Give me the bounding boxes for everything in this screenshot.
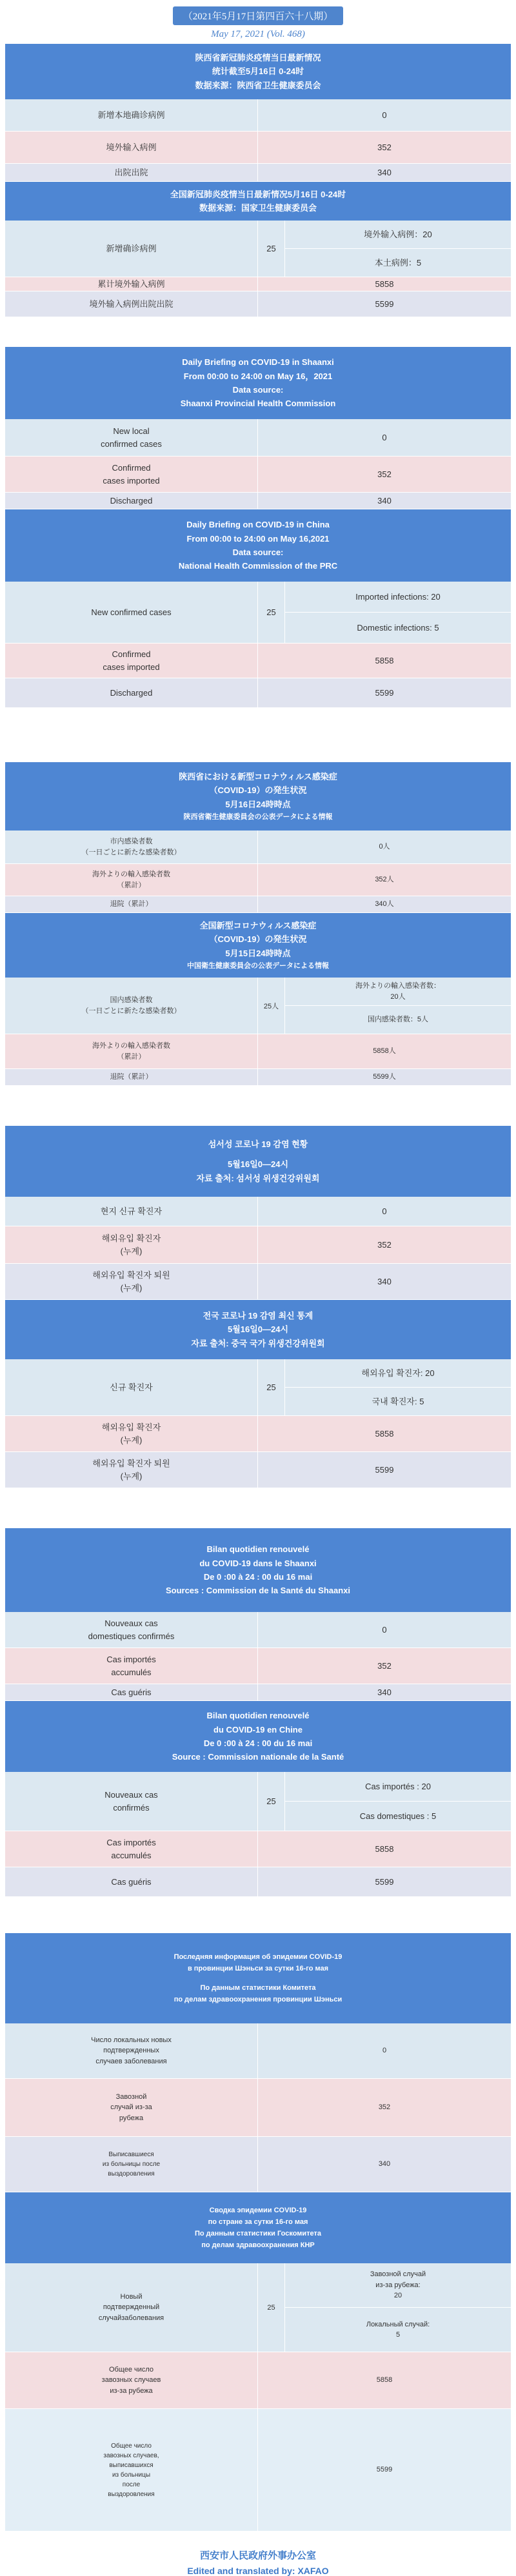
domestic-cases: 国内感染者数：5人 [285, 1005, 511, 1034]
row-value: 340 [377, 495, 392, 506]
row-total: 25人 [258, 978, 285, 1034]
title-line: Bilan quotidien renouvelé [206, 1544, 310, 1555]
title-line: По данным статистики Госкомитета [194, 2230, 322, 2237]
title-line: du COVID-19 dans le Shaanxi [199, 1558, 317, 1568]
row-value: 5858 [375, 1428, 394, 1439]
title-line: Data source: [232, 385, 284, 395]
issue-date: May 17, 2021 (Vol. 468) [211, 29, 305, 39]
table-row [5, 896, 511, 913]
row-value: 5858人 [373, 1047, 396, 1056]
label-line: Число локальных новых [91, 2036, 172, 2044]
row-label: 累计境外输入病例 [5, 277, 258, 291]
new-confirmed-split-row [5, 221, 511, 277]
table-row [5, 1226, 511, 1264]
row-label: 退院（累計） [5, 1069, 258, 1085]
table-row [5, 2023, 511, 2079]
table-row [5, 457, 511, 493]
table-row [5, 2409, 511, 2532]
title-line: 5월16일0—24시 [227, 1324, 289, 1335]
row-label [5, 2023, 258, 2078]
label-line: （累計） [117, 881, 146, 889]
domestic-cases: Cas domestiques : 5 [285, 1801, 511, 1831]
label-line: завозных случаев [101, 2376, 161, 2384]
row-value: 5858 [375, 1844, 394, 1854]
section-korean [5, 1126, 511, 1488]
sub-values [285, 1359, 511, 1415]
label-line: 해외유입 확진자 퇴원 [92, 1270, 170, 1280]
title-line: Bilan quotidien renouvelé [206, 1711, 310, 1721]
title-line: 섬서성 코로나 19 감염 현황 [208, 1139, 308, 1149]
label-line: 国内感染者数 [110, 996, 153, 1004]
row-label: 出院出院 [5, 164, 258, 181]
label-line: (누계) [120, 1471, 143, 1481]
row-value: 5599 [375, 299, 394, 309]
section-gap [0, 708, 516, 762]
row-label [5, 1034, 258, 1068]
section-gap [0, 1488, 516, 1528]
title-line: Сводка эпидемии COVID-19 [209, 2206, 307, 2214]
new-confirmed-split-row [5, 1772, 511, 1831]
row-label [5, 2352, 258, 2408]
row-value: 352 [377, 142, 392, 152]
row-label: 현지 신규 확진자 [5, 1197, 258, 1226]
china-briefing-title-en [5, 509, 511, 582]
table-row [5, 644, 511, 678]
title-line: 5月15日24時時点 [225, 948, 291, 958]
row-value: 0 [382, 110, 387, 120]
title-line: 陝西省衛生健康委員会の公表データによる情報 [183, 813, 333, 821]
row-label [5, 2263, 258, 2352]
row-value: 5599 [376, 2466, 393, 2474]
title-line: 陝西省における新型コロナウィルス感染症 [179, 771, 337, 782]
row-value: 5599 [375, 1876, 394, 1887]
label-line: случай из-за [110, 2103, 152, 2112]
table-row [5, 493, 511, 509]
label-line: Локальный случай: [366, 2320, 430, 2328]
row-label [5, 2137, 258, 2192]
label-line: Confirmed [112, 463, 151, 473]
title-line: По данным статистики Комитета [200, 1984, 316, 1992]
row-value: 0 [382, 432, 387, 442]
title-line: 全国新型コロナウィルス感染症 [199, 920, 317, 930]
row-value: 340 [378, 2160, 391, 2168]
label-line: выписавшихся [109, 2461, 154, 2469]
footer [0, 2548, 516, 2576]
china-briefing-title-fr [5, 1701, 511, 1772]
row-value: 352 [377, 469, 392, 479]
label-line: Confirmed [112, 649, 151, 659]
row-value: 5599人 [373, 1073, 396, 1081]
china-briefing-title-ru [5, 2192, 511, 2263]
row-label: Cas guéris [5, 1867, 258, 1896]
row-label [5, 864, 258, 896]
section-gap [0, 317, 516, 347]
label-line: confirmed cases [101, 438, 162, 449]
label-line: подтвержденный [103, 2303, 160, 2312]
title-line: 5월16일0—24시 [227, 1159, 289, 1170]
title-line: 5月16日24時時点 [225, 799, 291, 809]
imported-cases [285, 2263, 511, 2307]
china-briefing-title-cn [5, 182, 511, 221]
row-label [5, 831, 258, 863]
row-value: 5599 [375, 1464, 394, 1475]
row-value: 340 [377, 1687, 392, 1697]
label-line: Cas importés [106, 1838, 156, 1847]
table-row [5, 864, 511, 896]
label-line: 20人 [390, 992, 406, 1001]
table-row [5, 164, 511, 182]
title-line: 数据来源：陕西省卫生健康委员会 [195, 80, 321, 90]
imported-cases: 境外输入病例：20 [364, 229, 432, 239]
title-line: Shaanxi Provincial Health Commission [180, 398, 336, 409]
title-line: 统计截至5月16日 0-24时 [212, 66, 304, 77]
row-value: 340 [377, 1276, 392, 1286]
label-line: из-за рубежа [110, 2386, 153, 2395]
section-japanese [5, 762, 511, 1086]
table-row [5, 291, 511, 317]
table-row [5, 1612, 511, 1648]
table-row [5, 1416, 511, 1452]
row-value: 5858 [376, 2376, 393, 2384]
label-line: Nouveaux cas [104, 1618, 158, 1628]
row-label [5, 1264, 258, 1299]
label-line: 市内感染者数 [110, 838, 153, 845]
title-line: From 00:00 to 24:00 on May 16,2021 [186, 533, 330, 544]
title-line: Data source: [232, 547, 284, 557]
table-row [5, 1684, 511, 1701]
row-value: 0 [382, 1624, 387, 1635]
label-line: Новый [120, 2292, 143, 2301]
shaanxi-briefing-title-jp [5, 762, 511, 831]
label-line: cases imported [103, 662, 160, 672]
row-label: 退院（累計） [5, 896, 258, 912]
title-line: 陕西省新冠肺炎疫情当日最新情况 [195, 52, 321, 63]
shaanxi-briefing-title-ru [5, 1933, 511, 2023]
row-total: 25 [258, 2263, 285, 2352]
publisher-name: 西安市人民政府外事办公室 [199, 2550, 316, 2561]
row-label: New confirmed cases [5, 582, 258, 643]
row-label: Discharged [5, 678, 258, 707]
table-row [5, 1197, 511, 1226]
row-label [5, 644, 258, 678]
title-line: From 00:00 to 24:00 on May 16，2021 [183, 371, 333, 381]
row-label [5, 1612, 258, 1647]
new-confirmed-split-row [5, 2263, 511, 2352]
label-line: после [122, 2481, 141, 2488]
table-row [5, 419, 511, 457]
label-line: (누계) [120, 1246, 143, 1256]
row-value: 0 [382, 1206, 387, 1216]
row-value: 352 [378, 2103, 391, 2112]
table-row [5, 2137, 511, 2192]
imported-cases: Imported infections: 20 [355, 591, 441, 602]
table-row [5, 99, 511, 132]
table-row [5, 831, 511, 864]
label-line: accumulés [111, 1667, 152, 1677]
row-value: 5858 [375, 655, 394, 665]
new-confirmed-split-row [5, 1359, 511, 1416]
local-cases: 本土病例：5 [285, 248, 511, 277]
label-line: Выписавшиеся [108, 2151, 154, 2158]
row-label [5, 978, 258, 1034]
label-line: 해외유입 확진자 [101, 1422, 161, 1432]
shaanxi-briefing-title-cn [5, 44, 511, 99]
row-value: 0 [382, 2047, 387, 2055]
row-total: 25 [258, 1359, 285, 1415]
label-line: завозных случаев, [103, 2452, 159, 2459]
title-line: в провинции Шэньси за сутки 16-го мая [187, 1964, 329, 1972]
title-line: 全国新冠肺炎疫情当日最新情况5月16日 0-24时 [170, 189, 346, 199]
sub-values [285, 978, 511, 1034]
imported-cases [285, 978, 511, 1005]
label-line: accumulés [111, 1850, 152, 1860]
title-line: （COVID-19）の発生状況 [209, 934, 307, 945]
label-line: 海外よりの輸入感染者数 [92, 1042, 170, 1050]
title-line: по делам здравоохранения КНР [201, 2241, 315, 2250]
label-line: случайзаболевания [98, 2314, 164, 2322]
label-line: из больницы [112, 2471, 151, 2479]
label-line: случаев заболевания [95, 2057, 167, 2065]
label-line: 해외유입 확진자 [101, 1234, 161, 1243]
new-confirmed-split-row [5, 582, 511, 644]
title-line: （COVID-19）の発生状況 [209, 785, 307, 796]
title-line: 中国衛生健康委員会の公表データによる情報 [187, 962, 329, 970]
issue-header [0, 0, 516, 44]
title-line: Sources : Commission de la Santé du Shaanxi [165, 1586, 351, 1596]
label-line: из-за рубежа: [375, 2281, 421, 2289]
row-value: 352 [377, 1239, 392, 1250]
label-line: （累計） [117, 1052, 146, 1061]
row-label: Discharged [5, 493, 258, 509]
row-label [5, 1452, 258, 1488]
label-line: New local [113, 426, 150, 436]
title-line: 자료 출처: 섬서성 위생건강위원회 [196, 1173, 320, 1183]
row-label [5, 457, 258, 492]
title-line: De 0 :00 à 24 : 00 du 16 mai [203, 1738, 313, 1748]
table-row [5, 1648, 511, 1684]
label-line: выздоровления [108, 2490, 155, 2498]
label-line: confirmés [113, 1802, 150, 1813]
section-english [5, 347, 511, 708]
title-line: Source : Commission nationale de la Santé [172, 1752, 344, 1762]
section-chinese [5, 44, 511, 317]
table-row [5, 678, 511, 708]
row-label [5, 1772, 258, 1831]
new-confirmed-split-row [5, 978, 511, 1034]
row-label: 신규 확진자 [5, 1359, 258, 1415]
row-label [5, 1416, 258, 1451]
issue-badge: （2021年5月17日第四百六十八期） [173, 6, 344, 25]
row-label [5, 419, 258, 456]
row-label [5, 1648, 258, 1684]
table-row [5, 132, 511, 164]
title-line: 자료 출처: 중국 국가 위생건강위원회 [191, 1338, 325, 1348]
table-row [5, 1034, 511, 1069]
row-label [5, 1831, 258, 1867]
domestic-cases: 국내 확진자: 5 [285, 1387, 511, 1415]
table-row [5, 1452, 511, 1488]
title-line: 数据来源：国家卫生健康委员会 [199, 203, 317, 213]
shaanxi-briefing-title-kr [5, 1126, 511, 1197]
domestic-cases: Domestic infections: 5 [285, 612, 511, 643]
title-line: 전국 코로나 19 감염 최신 통계 [203, 1310, 313, 1321]
label-line: Завозной [115, 2092, 147, 2101]
label-line: Завозной случай [370, 2270, 426, 2279]
label-line: (누계) [120, 1435, 143, 1445]
row-value: 340人 [375, 900, 394, 909]
title-line: De 0 :00 à 24 : 00 du 16 mai [203, 1572, 313, 1582]
title-line: Последняя информация об эпидемии COVID-19 [174, 1952, 342, 1961]
row-value: 352 [377, 1660, 392, 1671]
label-line: Nouveaux cas [104, 1790, 158, 1800]
row-total: 25 [258, 582, 285, 643]
section-gap [0, 1086, 516, 1126]
table-row [5, 277, 511, 291]
shaanxi-briefing-title-fr [5, 1528, 511, 1612]
section-french [5, 1528, 511, 1897]
label-line: из больницы после [102, 2161, 161, 2168]
table-row [5, 1264, 511, 1300]
label-line: Cas importés [106, 1655, 156, 1664]
title-line: Daily Briefing on COVID-19 in China [186, 520, 330, 530]
label-line: （一日ごとに新たな感染者数） [81, 848, 181, 856]
row-label [5, 1226, 258, 1263]
row-label [5, 2079, 258, 2136]
table-row [5, 2352, 511, 2409]
sub-values [285, 221, 511, 277]
row-label: Cas guéris [5, 1684, 258, 1700]
title-line [12, 1974, 504, 1982]
label-line: выздоровления [108, 2170, 155, 2178]
table-row [5, 1831, 511, 1867]
section-gap [0, 1897, 516, 1933]
row-label: 境外输入病例出院出院 [5, 291, 258, 317]
title-line: по стране за сутки 16-го мая [208, 2217, 308, 2226]
label-line: domestiques confirmés [88, 1631, 175, 1641]
row-label: 境外输入病例 [5, 132, 258, 163]
row-value: 5858 [375, 279, 394, 289]
label-line: cases imported [103, 475, 160, 486]
label-line: подтвержденных [103, 2047, 159, 2055]
label-line: Общее число [108, 2365, 154, 2374]
row-total: 25 [258, 221, 285, 277]
table-row [5, 2079, 511, 2137]
row-label: 新增确诊病例 [5, 221, 258, 277]
china-briefing-title-jp [5, 913, 511, 978]
shaanxi-briefing-title-en [5, 347, 511, 419]
sub-values [285, 1772, 511, 1831]
label-line: 해외유입 확진자 퇴원 [92, 1459, 170, 1468]
label-line: Общее число [111, 2442, 152, 2450]
row-label: 新增本地确诊病例 [5, 99, 258, 131]
imported-cases: 해외유입 확진자: 20 [361, 1368, 435, 1378]
label-line: (누계) [120, 1283, 143, 1293]
section-russian [5, 1933, 511, 2532]
title-line: Daily Briefing on COVID-19 in Shaanxi [182, 357, 334, 368]
row-value: 352人 [375, 876, 394, 884]
label-line: рубежа [119, 2114, 144, 2122]
table-row [5, 1069, 511, 1086]
label-line: 20 [393, 2292, 402, 2300]
translation-credit: Edited and translated by: XAFAO [187, 2566, 329, 2576]
label-line: （一日ごとに新たな感染者数） [81, 1007, 181, 1015]
row-total: 25 [258, 1772, 285, 1831]
row-value: 0人 [379, 843, 390, 851]
title-line: du COVID-19 en Chine [213, 1724, 303, 1735]
row-value: 340 [377, 167, 392, 177]
china-briefing-title-kr [5, 1300, 511, 1359]
table-row [5, 1867, 511, 1897]
label-line: 海外よりの輸入感染者数 [92, 870, 170, 878]
sub-values [285, 2263, 511, 2352]
row-value: 5599 [375, 687, 394, 698]
label-line: 5 [395, 2331, 401, 2339]
sub-values [285, 582, 511, 643]
title-line: по делам здравоохранения провинции Шэньси [174, 1996, 342, 2004]
label-line: 海外よりの輸入感染者数： [355, 982, 441, 990]
local-cases [285, 2307, 511, 2352]
imported-cases: Cas importés : 20 [365, 1781, 431, 1791]
row-label [5, 2409, 258, 2531]
title-line: National Health Commission of the PRC [178, 561, 338, 571]
